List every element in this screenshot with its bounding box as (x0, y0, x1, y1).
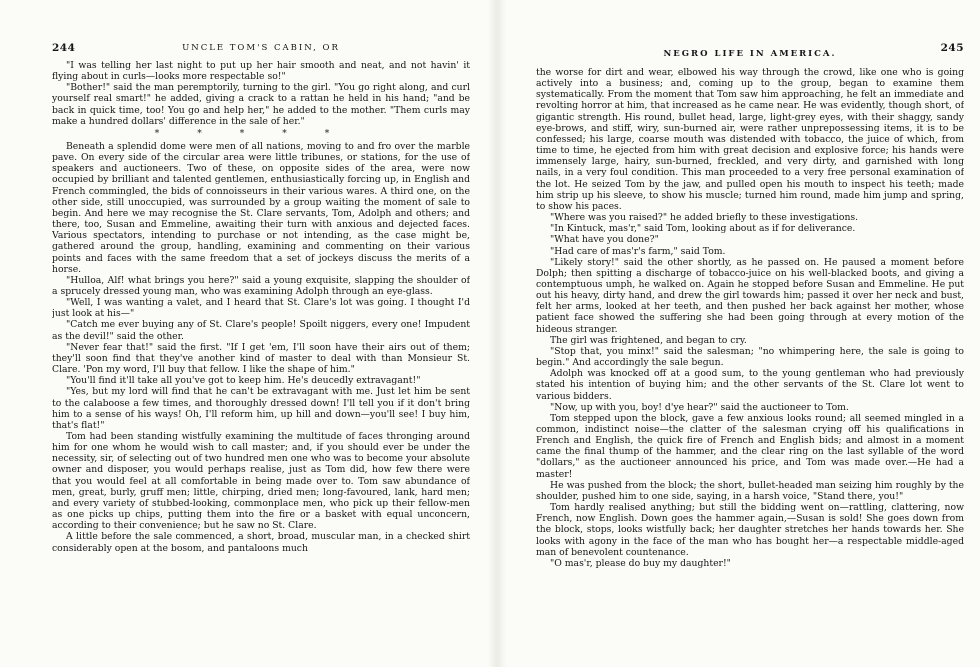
right-running-head: NEGRO LIFE IN AMERICA. (663, 49, 837, 59)
paragraph: Adolph was knocked off at a good sum, to the young gentleman who had previously stated his intention of buying him; and the other servants of the St. Clare lot went to various bidders. (536, 368, 964, 402)
paragraph: "Well, I was wanting a valet, and I heard that St. Clare's lot was going. I thought I'd just look at his—" (52, 297, 470, 320)
paragraph: The girl was frightened, and began to cry. (550, 334, 747, 346)
paragraph: "In Kintuck, mas'r," said Tom, looking about as if for deliverance. (550, 223, 856, 235)
paragraph: "Catch me ever buying any of St. Clare's people! Spoilt niggers, every one! Impudent as the devil!" said the other. (52, 319, 470, 342)
paragraph: "Now, up with you, boy! d'ye hear?" said the auctioneer to Tom. (550, 401, 849, 413)
paragraph: "Bother!" said the man peremptorily, turning to the girl. "You go right along, and curl yourself real smart!" he added, giving a crack to a rattan he held in his hand; "and be back in quick time, too! You go and help her," he added to the mother. "Them curls may make a hundred dollars' difference in the sale of her." (52, 82, 470, 127)
left-page-number: 244 (52, 42, 76, 54)
section-break-stars: ***** (154, 128, 368, 139)
paragraph: A little before the sale commenced, a short, broad, muscular man, in a checked shirt considerably open at the bosom, and pantaloons much (52, 531, 470, 554)
paragraph: "You'll find it'll take all you've got to keep him. He's deucedly extravagant!" (66, 375, 421, 387)
paragraph: "Where was you raised?" he added briefly to these investigations. (550, 212, 859, 224)
paragraph: Tom hardly realised anything; but still the bidding went on—rattling, clattering, now French, now English. Down goes the hammer again,—Susan is sold! She goes down from the block, stops, looks wistfully back; her daughter stretches her hands towards her. She looks with agony in the face of the man who has bought her—a respectable middle-aged man of benevolent countenance. (536, 502, 964, 558)
right-page-header (536, 42, 964, 59)
right-page (536, 0, 964, 667)
paragraph: Tom had been standing wistfully examining the multitude of faces thronging around him for one whom he would wish to call master; and, if you should ever be under the necessity, sir, of selecting out of two hundred men one who was to become your absolute owner and disposer, you would perhaps realise, just as Tom did, how few there were that you would feel at all comfortable in being made over to. Tom saw abundance of men, great, burly, gruff men; little, chirping, dried men; long-favoured, lank, hard men; and every variety of stubbed-looking, commonplace men, who pick up their fellow-men as one picks up chips, putting them into the fire or a basket with equal unconcern, according to their convenience; but he saw no St. Clare. (52, 431, 470, 532)
paragraph: "Never fear that!" said the first. "If I get 'em, I'll soon have their airs out of them; they'll soon find that they've another kind of master to deal with than Monsieur St. Clare. 'Pon my word, I'll buy that fellow. I like the shape of him." (52, 341, 470, 376)
paragraph: Tom stepped upon the block, gave a few anxious looks round; all seemed mingled in a common, indistinct noise—the clatter of the salesman crying off his qualifications in French and English, the quick fire of French and English bids; and almost in a moment came the final thump of the hammer, and the clear ring on the last syllable of the word "dollars," as the auctioneer announced his price, and Tom was made over.—He had a master! (536, 412, 964, 480)
paragraph: "I was telling her last night to put up her hair smooth and neat, and not havin' it flying about in curls—looks more respectable so!" (52, 60, 470, 83)
right-page-number: 245 (940, 42, 964, 54)
paragraph: "Yes, but my lord will find that he can't be extravagant with me. Just let him be sent to the calaboose a few times, and thoroughly dressed down! I'll tell you if it don't bring him to a sense of his ways! Oh, I'll reform him, up hill and down—you'll see! I buy him, that's flat!" (52, 386, 470, 431)
left-page-body (52, 60, 470, 554)
paragraph: "Stop that, you minx!" said the salesman; "no whimpering here, the sale is going to begin." And accordingly the sale begun. (536, 345, 964, 369)
paragraph: Beneath a splendid dome were men of all nations, moving to and fro over the marble pave. On every side of the circular area were little tribunes, or stations, for the use of speakers and auctioneers. Two of these, on opposite sides of the area, were now occupied by brilliant and talented gentlemen, enthusiastically forcing up, in English and French commingled, the bids of connoisseurs in their various wares. A third one, on the other side, still unoccupied, was surrounded by a group waiting the moment of sale to begin. And here we may recognise the St. Clare servants, Tom, Adolph and others; and there, too, Susan and Emmeline, awaiting their turn with anxious and dejected faces. Various spectators, intending to purchase or not intending, as the case might be, gathered around the group, handling, examining and commenting on their various points and faces with the same freedom that a set of jockeys discuss the merits of a horse. (52, 140, 470, 275)
paragraph: "Had care of mas'r's farm," said Tom. (550, 245, 726, 257)
paragraph: "Hulloa, Alf! what brings you here?" said a young exquisite, slapping the shoulder of a sprucely dressed young man, who was examining Adolph through an eye-glass. (52, 274, 470, 297)
paragraph: "What have you done?" (550, 234, 659, 246)
left-page-header (52, 42, 470, 56)
left-page (52, 0, 470, 667)
book-gutter (488, 0, 506, 667)
paragraph: He was pushed from the block; the short, bullet-headed man seizing him roughly by the shoulder, pushed him to one side, saying, in a harsh voice, "Stand there, you!" (536, 479, 964, 502)
paragraph: the worse for dirt and wear, elbowed his way through the crowd, like one who is going actively into a business; and, coming up to the group, began to examine them systematically. From the moment that Tom saw him approaching, he felt an immediate and revolting horror at him, that increased as he came near. He was evidently, though short, of gigantic strength. His round, bullet head, large, light-grey eyes, with their shaggy, sandy eye-brows, and stiff, wiry, sun-burned air, were rather unprepossessing items, it is to be confessed; his large, coarse mouth was distended with tobacco, the juice of which, from time to time, he ejected from him with great decision and explosive force; his hands were immensely large, hairy, sun-burned, freckled, and very dirty, and garnished with long nails, in a very foul condition. This man proceeded to a very free personal examination of the lot. He seized Tom by the jaw, and pulled open his mouth to inspect his teeth; made him strip up his sleeve, to show his muscle; turned him round, made him jump and spring, to show his paces. (536, 67, 964, 212)
paragraph: "O mas'r, please do buy my daughter!" (550, 557, 731, 569)
paragraph: "Likely story!" said the other shortly, as he passed on. He paused a moment before Dolph; then spitting a discharge of tobacco-juice on his well-blacked boots, and giving a contemptuous umph, he walked on. Again he stopped before Susan and Emmeline. He put out his heavy, dirty hand, and drew the girl towards him; passed it over her neck and bust, felt her arms, looked at her teeth, and then pushed her back against her mother, whose patient face showed the suffering she had been going through at every motion of the hideous stranger. (536, 256, 964, 335)
left-running-head: UNCLE TOM'S CABIN, OR (182, 43, 340, 53)
right-page-body (536, 67, 964, 569)
